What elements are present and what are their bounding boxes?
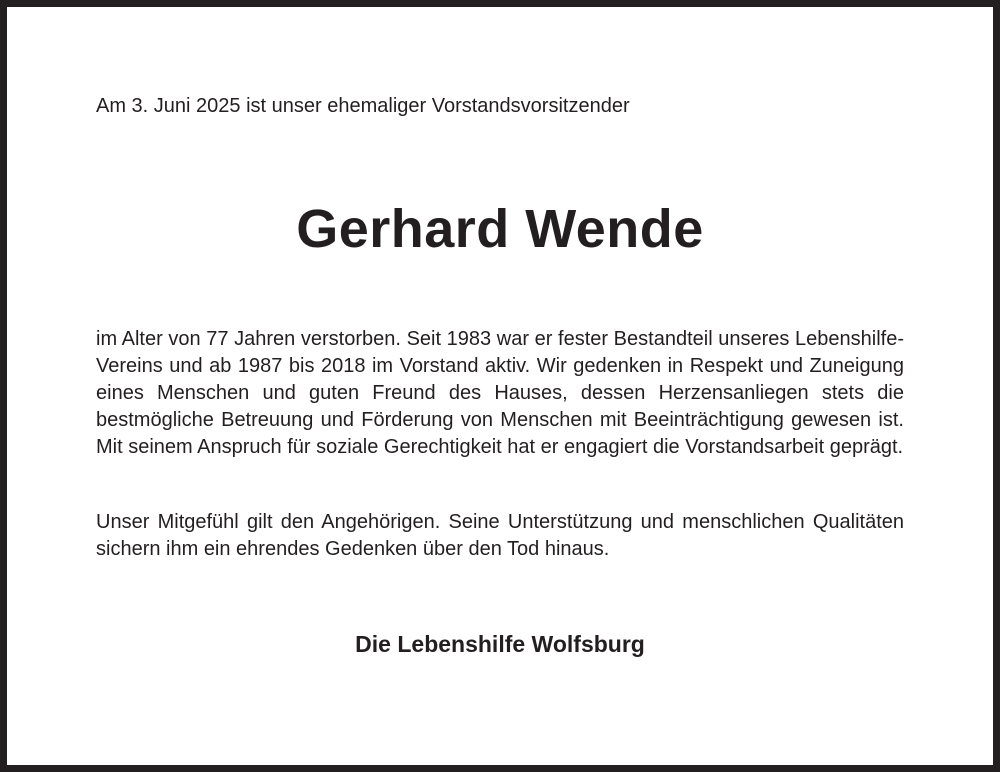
intro-line: Am 3. Juni 2025 ist unser ehemaliger Vorstandsvorsitzender (96, 95, 630, 117)
deceased-name: Gerhard Wende (296, 199, 704, 259)
obituary-paragraph-1: im Alter von 77 Jahren verstorben. Seit 1983 war er fester Bestandteil unseres Lebenshilfe-Vereins und ab 1987 bis 2018 im Vorstand aktiv. Wir gedenken in Respekt und Zuneigung eines Menschen und guten Freund des Hauses, dessen Herzensanliegen stets die bestmögliche Betreuung und Förderung von Menschen mit Beeinträchtigung gewesen ist. Mit seinem Anspruch für soziale Gerechtigkeit hat er engagiert die Vorstandsarbeit geprägt. (96, 328, 904, 458)
signature: Die Lebenshilfe Wolfsburg (355, 631, 645, 657)
obituary-paragraph-2: Unser Mitgefühl gilt den Angehörigen. Seine Unterstützung und menschlichen Qualitäten sichern ihm ein ehrendes Gedenken über den Tod hinaus. (96, 511, 904, 560)
